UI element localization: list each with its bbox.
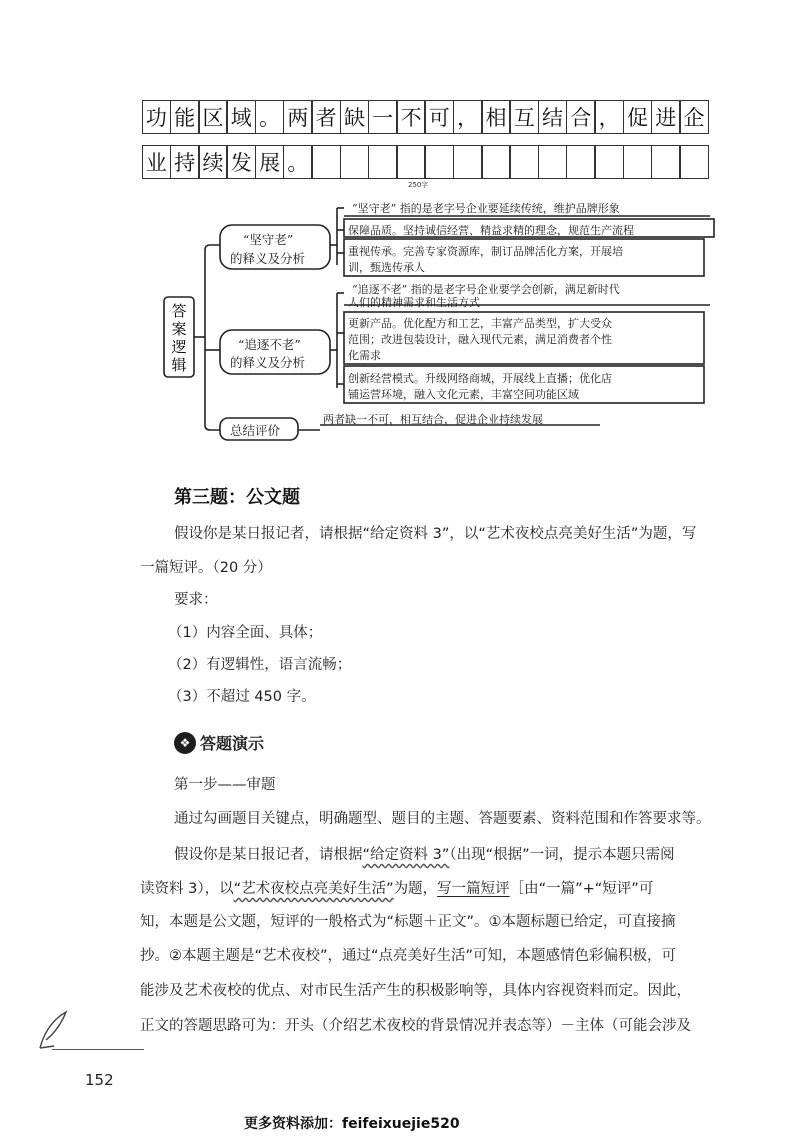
grid-cell: 一 — [368, 100, 398, 134]
branch3-text: 两者缺一不可，相互结合，促进企业持续发展 — [323, 413, 543, 426]
demo-line-2-a: 假设你是某日报记者，请根据 — [174, 847, 363, 863]
grid-cell: 区 — [198, 100, 228, 134]
branch2-item-5: 化需求 — [348, 349, 381, 362]
grid-cell: 能 — [170, 100, 200, 134]
branch2-item-3: 更新产品。优化配方和工艺，丰富产品类型，扩大受众 — [348, 317, 612, 330]
diagram-root-char-4: 辑 — [171, 356, 187, 374]
grid-cell: 合 — [566, 100, 596, 134]
branch1-label-line2: 的释义及分析 — [230, 251, 306, 266]
grid-cell: 业 — [142, 145, 172, 179]
branch1-item-4: 训，甄选传承人 — [348, 261, 425, 274]
diagram-root-char-1: 答 — [171, 302, 187, 320]
requirement-2: （2）有逻辑性，语言流畅； — [168, 657, 352, 673]
highlight-title: “艺术夜校点亮美好生活” — [233, 881, 394, 897]
grid-cell: 者 — [311, 100, 341, 134]
branch2-item-6: 创新经营模式。升级网络商城，开展线上直播；优化店 — [348, 372, 612, 385]
demo-line-4: 知，本题是公文题，短评的一般格式为“标题＋正文”。①本题标题已给定，可直接摘 — [140, 914, 676, 930]
grid-cell: 结 — [538, 100, 568, 134]
requirement-3: （3）不超过 450 字。 — [168, 689, 316, 705]
branch1-label-line1: “坚守老” — [243, 232, 294, 247]
grid-cell: 。 — [255, 100, 285, 134]
footer-note: 更多资料添加：feifeixuejie520 — [244, 1116, 460, 1132]
page-number: 152 — [85, 1071, 114, 1089]
demo-line-2 — [174, 843, 675, 864]
page-rule — [52, 1049, 144, 1050]
diagram-root-char-2: 案 — [171, 320, 187, 338]
grid-cell: 发 — [226, 145, 256, 179]
grid-cell: ， — [453, 100, 483, 134]
grid-cell: 促 — [623, 100, 653, 134]
prompt-line-1: 假设你是某日报记者，请根据“给定资料 3”，以“艺术夜校点亮美好生活”为题，写 — [174, 526, 697, 542]
demo-line-3 — [140, 877, 653, 898]
grid-cell: 进 — [651, 100, 681, 134]
branch2-item-2: 人们的精神需求和生活方式 — [348, 296, 480, 309]
branch2-item-4: 范围；改进包装设计，融入现代元素，满足消费者个性 — [348, 333, 612, 346]
branch1-item-2: 保障品质。坚持诚信经营、精益求精的理念，规范生产流程 — [348, 224, 634, 237]
branch2-label-line2: 的释义及分析 — [230, 355, 306, 370]
requirement-1: （1）内容全面、具体； — [168, 625, 323, 641]
grid-cell: 功 — [142, 100, 172, 134]
demo-line-2-c: （出现“根据”一词，提示本题只需阅 — [449, 847, 675, 863]
grid-cell: 续 — [198, 145, 228, 179]
demo-line-3-c: 为题， — [393, 881, 438, 897]
demo-line-6: 能涉及艺术夜校的优点、对市民生活产生的积极影响等，具体内容视资料而定。因此， — [140, 983, 691, 999]
grid-cell: 域 — [226, 100, 256, 134]
grid-cell: 不 — [396, 100, 426, 134]
grid-cell: 缺 — [340, 100, 370, 134]
step-title: 第一步——审题 — [174, 777, 276, 793]
highlight-material: “给定资料 3” — [362, 847, 450, 863]
demo-title-row — [174, 731, 264, 754]
demo-title: 答题演示 — [200, 734, 265, 753]
grid-cell: 两 — [283, 100, 313, 134]
branch2-item-1: “追逐不老” 指的是老字号企业要学会创新，满足新时代 — [352, 283, 620, 296]
word-count-label: 250字 — [408, 181, 429, 189]
grid-cell: 。 — [283, 145, 313, 179]
grid-cell: 持 — [170, 145, 200, 179]
section-heading: 第三题：公文题 — [174, 487, 300, 508]
grid-cell: 互 — [509, 100, 539, 134]
demo-paragraph-1: 通过勾画题目关键点，明确题型、题目的主题、答题要素、资料范围和作答要求等。 — [174, 811, 711, 827]
demo-line-5: 抄。②本题主题是“艺术夜校”，通过“点亮美好生活”可知，本题感情色彩偏积极，可 — [140, 948, 677, 964]
branch1-item-3: 重视传承。完善专家资源库，制订品牌活化方案，开展培 — [348, 245, 623, 258]
grid-cell: ， — [594, 100, 624, 134]
diagram-root-char-3: 逻 — [171, 338, 187, 356]
grid-cell: 可 — [424, 100, 454, 134]
quill-pen-icon — [34, 1008, 84, 1053]
prompt-line-2: 一篇短评。（20 分） — [140, 560, 272, 576]
grid-cell: 企 — [679, 100, 709, 134]
branch2-item-7: 铺运营环境，融入文化元素，丰富空间功能区域 — [348, 388, 579, 401]
branch1-item-1: “坚守老” 指的是老字号企业要延续传统，维护品牌形象 — [352, 202, 620, 215]
grid-cell: 展 — [255, 145, 285, 179]
branch2-label-line1: “追逐不老” — [238, 337, 301, 352]
highlight-genre: 写一篇短评 — [437, 881, 510, 897]
book-icon: ❖ — [174, 732, 196, 754]
grid-cell: 相 — [481, 100, 511, 134]
requirements-title: 要求： — [174, 592, 218, 608]
demo-line-3-a: 读资料 3），以 — [140, 881, 234, 897]
branch3-label: 总结评价 — [230, 423, 281, 438]
demo-line-7: 正文的答题思路可为：开头（介绍艺术夜校的背景情况并表态等）－主体（可能会涉及 — [140, 1018, 691, 1034]
demo-line-3-e: ［由“一篇”+“短评”可 — [509, 881, 654, 897]
